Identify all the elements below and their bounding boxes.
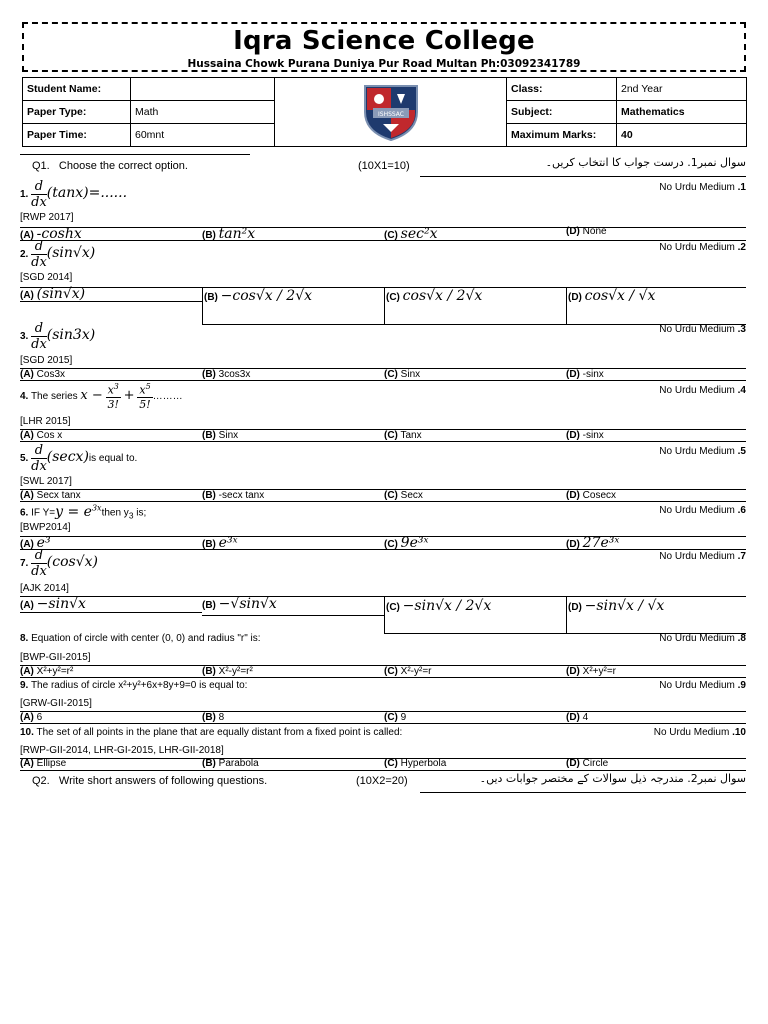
mcq-9-urdu: No Urdu Medium .9 (659, 680, 746, 691)
q1-heading: Q1. Choose the correct option. (32, 160, 188, 172)
max-marks-label: Maximum Marks: (507, 124, 617, 147)
mcq-7-stem: 7. $\frac{d}{dx}$ (cos√x) (20, 548, 98, 579)
mcq-4-line-bottom (20, 441, 746, 442)
q2-urdu: سوال نمبر2. مندرجہ ذیل سوالات کے مختصر جوابات دیں۔ (479, 772, 746, 785)
mcq-2-opt-b: (B) −cos√x / 2√x (204, 288, 313, 304)
mcq-3-opt-a: (A) Cos3x (20, 369, 66, 380)
max-marks-value: 40 (617, 124, 747, 147)
mcq-2-opt-d: (D) cos√x / √x (568, 288, 656, 304)
mcq-2-vline-c (384, 287, 385, 324)
mcq-6-opt-b: (B) e³ˣ (202, 535, 238, 551)
mcq-3-stem: 3. $\frac{d}{dx}$ (sin3x) (20, 321, 96, 352)
mcq-5-line-top (20, 489, 746, 490)
mcq-3-ref: [SGD 2015] (20, 355, 73, 366)
mcq-6-line-bottom (20, 549, 746, 550)
q2-marks: (10X2=20) (356, 775, 408, 787)
mcq-7-vline-c (384, 596, 385, 633)
mcq-1-urdu: No Urdu Medium .1 (659, 182, 746, 193)
mcq-8-opt-c: (C) X²-y²=r (384, 666, 432, 677)
header-box (22, 22, 746, 72)
mcq-7-opt-c: (C) −sin√x / 2√x (386, 598, 492, 614)
mcq-4-opt-c: (C) Tanx (384, 430, 422, 441)
class-value: 2nd Year (617, 78, 747, 101)
mcq-5-opt-b: (B) -secx tanx (202, 490, 265, 501)
q1-urdu: سوال نمبر1. درست جواب کا انتخاب کریں۔ (545, 156, 746, 169)
mcq-10-line-top (20, 758, 746, 759)
mcq-10-opt-a: (A) Ellipse (20, 758, 67, 769)
mcq-4-opt-b: (B) Sinx (202, 430, 239, 441)
mcq-3-opt-c: (C) Sinx (384, 369, 421, 380)
mcq-3-line-top (20, 368, 746, 369)
mcq-1-ref: [RWP 2017] (20, 212, 74, 223)
mcq-9-opt-c: (C) 9 (384, 712, 407, 723)
mcq-6-ref: [BWP2014] (20, 522, 71, 533)
paper-type-label: Paper Type: (23, 101, 131, 124)
mcq-7-ref: [AJK 2014] (20, 583, 69, 594)
mcq-8-opt-b: (B) X²-y²=r² (202, 666, 253, 677)
mcq-10-ref: [RWP-GII-2014, LHR-GI-2015, LHR-GII-2018] (20, 745, 224, 756)
mcq-8-stem: 8. Equation of circle with center (0, 0) and radius "r" is: (20, 633, 261, 644)
q2-heading: Q2. Write short answers of following questions. (32, 775, 268, 787)
subject-value: Mathematics (617, 101, 747, 124)
mcq-2-vline-d (566, 287, 567, 324)
mcq-4-opt-d: (D) -sinx (566, 430, 604, 441)
mcq-3-opt-b: (B) 3cos3x (202, 369, 251, 380)
college-address: Hussaina Chowk Purana Duniya Pur Road Multan Ph:03092341789 (187, 58, 581, 70)
mcq-5-opt-d: (D) Cosecx (566, 490, 617, 501)
mcq-7-line-top (20, 596, 746, 597)
mcq-2-opt-a: (A) (sin√x) (20, 286, 86, 302)
paper-time-label: Paper Time: (23, 124, 131, 147)
mcq-3-line-bottom (20, 380, 746, 381)
mcq-8-opt-d: (D) X²+y²=r (566, 666, 617, 677)
class-label: Class: (507, 78, 617, 101)
mcq-4-urdu: No Urdu Medium .4 (659, 385, 746, 396)
mcq-8-line-top (20, 665, 746, 666)
mcq-5-ref: [SWL 2017] (20, 476, 72, 487)
mcq-7-opt-b: (B) −√sin√x (202, 596, 277, 612)
mcq-8-ref: [BWP-GII-2015] (20, 652, 91, 663)
mcq-10-urdu: No Urdu Medium .10 (653, 727, 746, 738)
mcq-5-opt-c: (C) Secx (384, 490, 423, 501)
mcq-7-urdu: No Urdu Medium .7 (659, 551, 746, 562)
mcq-10-opt-c: (C) Hyperbola (384, 758, 447, 769)
mcq-6-opt-c: (C) 9e³ˣ (384, 535, 429, 551)
mcq-7-vline-d (566, 596, 567, 633)
mcq-6-urdu: No Urdu Medium .6 (659, 505, 746, 516)
mcq-7-line-b (202, 615, 384, 616)
mcq-8-opt-a: (A) X²+y²=r² (20, 666, 74, 677)
mcq-10-opt-d: (D) Circle (566, 758, 609, 769)
mcq-7-line-a (20, 612, 202, 613)
mcq-1-line-bottom (20, 240, 746, 241)
student-name-label: Student Name: (23, 78, 131, 101)
mcq-5-stem: 5. $\frac{d}{dx}$ (secx)is equal to. (20, 443, 138, 474)
mcq-7-opt-d: (D) −sin√x / √x (568, 598, 665, 614)
paper-time-value: 60mnt (131, 124, 275, 147)
mcq-9-line-top (20, 711, 746, 712)
mcq-3-urdu: No Urdu Medium .3 (659, 324, 746, 335)
mcq-4-line-top (20, 429, 746, 430)
logo-cell (275, 78, 507, 147)
mcq-5-opt-a: (A) Secx tanx (20, 490, 81, 501)
mcq-1-stem: 1. $\frac{d}{dx}$ (tanx)=...... (20, 179, 128, 210)
mcq-5-line-bottom (20, 501, 746, 502)
paper-type-value: Math (131, 101, 275, 124)
mcq-4-stem: 4. The series x − $\frac{x^3}{3!}$ + $\frac{x^5}{5!}$ ……… (20, 382, 183, 411)
mcq-2-vline-b (202, 287, 203, 324)
mcq-8-line-bottom (20, 677, 746, 678)
mcq-1-line-top (20, 227, 746, 228)
info-table (22, 77, 747, 147)
mcq-6-line-top (20, 536, 746, 537)
mcq-1-opt-c: (C) sec²x (384, 226, 438, 242)
mcq-10-line-bottom (20, 770, 746, 771)
mcq-2-stem: 2. $\frac{d}{dx}$ (sin√x) (20, 239, 96, 270)
college-name: Iqra Science College (233, 26, 535, 56)
mcq-1-opt-b: (B) tan²x (202, 226, 256, 242)
mcq-2-urdu: No Urdu Medium .2 (659, 242, 746, 253)
mcq-6-opt-d: (D) 27e³ˣ (566, 535, 620, 551)
svg-text:ISHSSAC: ISHSSAC (377, 110, 404, 118)
mcq-1-opt-d: (D) None (566, 226, 607, 237)
mcq-9-line-bottom (20, 723, 746, 724)
mcq-4-ref: [LHR 2015] (20, 416, 71, 427)
mcq-9-stem: 9. The radius of circle x²+y²+6x+8y+9=0 is equal to: (20, 680, 248, 691)
mcq-7-opt-a: (A) −sin√x (20, 596, 86, 612)
mcq-4-opt-a: (A) Cos x (20, 430, 63, 441)
mcq-10-stem: 10. The set of all points in the plane that are equally distant from a fixed point is called: (20, 727, 403, 738)
mcq-9-opt-d: (D) 4 (566, 712, 589, 723)
mcq-1-opt-a: (A) -coshx (20, 226, 82, 242)
q2-line-right (420, 792, 746, 793)
q1-marks: (10X1=10) (358, 160, 410, 172)
mcq-9-opt-b: (B) 8 (202, 712, 225, 723)
q1-line-left (20, 154, 250, 155)
mcq-9-opt-a: (A) 6 (20, 712, 43, 723)
college-logo-icon (359, 80, 423, 142)
mcq-2-ref: [SGD 2014] (20, 272, 73, 283)
student-name-value (131, 78, 275, 101)
mcq-5-urdu: No Urdu Medium .5 (659, 446, 746, 457)
mcq-8-urdu: No Urdu Medium .8 (659, 633, 746, 644)
mcq-6-stem: 6. IF $Y=y = e^{3x}then$ $y_3$ is; (20, 503, 147, 521)
mcq-10-opt-b: (B) Parabola (202, 758, 259, 769)
mcq-9-ref: [GRW-GII-2015] (20, 698, 92, 709)
subject-label: Subject: (507, 101, 617, 124)
q1-line-right (420, 176, 746, 177)
mcq-2-opt-c: (C) cos√x / 2√x (386, 288, 483, 304)
mcq-3-opt-d: (D) -sinx (566, 369, 604, 380)
mcq-6-opt-a: (A) e³ (20, 535, 51, 551)
